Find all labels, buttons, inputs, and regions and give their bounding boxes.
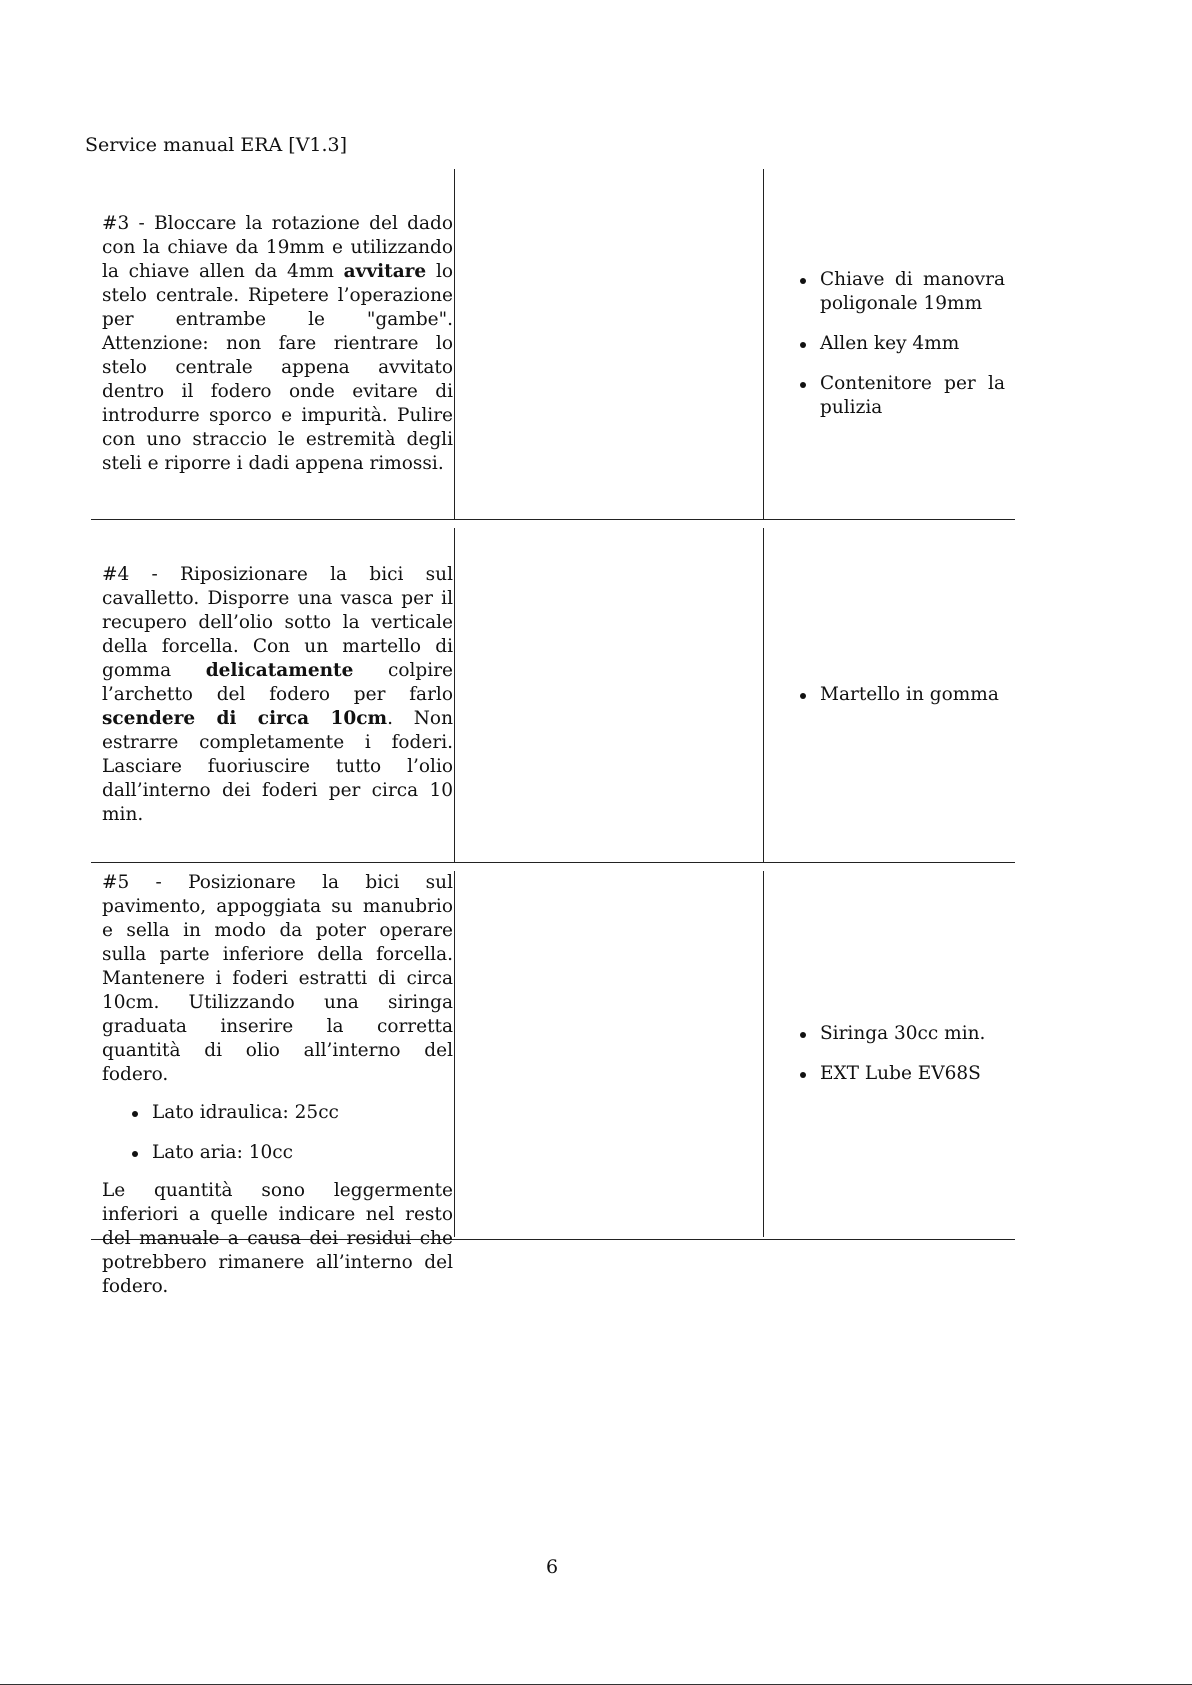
step-tools	[764, 169, 1015, 519]
step-image-cell	[455, 528, 763, 862]
tool-item: Siringa 30cc min.	[798, 1022, 1005, 1046]
page-header: Service manual ERA [V1.3]	[85, 134, 348, 156]
body-text: lo stelo centrale. Ripetere l’operazione per entrambe le "gambe". Attenzione: non fare rientrare lo stelo centrale appena avvitato dentro il fodero onde evitare di introdurre sporco e impurità. Pulire con uno straccio le estremità degli steli e riporre i dadi appena rimossi.	[102, 261, 453, 474]
oil-quantity-list	[102, 1101, 453, 1165]
tool-list	[764, 683, 1015, 707]
tool-item: Allen key 4mm	[798, 332, 1005, 356]
step-description	[102, 528, 453, 862]
body-text: colpire l’archetto del fodero per farlo	[102, 660, 453, 705]
tool-item: Contenitore per la pulizia	[798, 372, 1005, 420]
body-text: #4 - Riposizionare la bici sul cavalletto. Disporre una vasca per il recupero dell’olio sotto la verticale della forcella. Con un martello di gomma	[102, 564, 453, 681]
step-5-intro: #5 - Posizionare la bici sul pavimento, appoggiata su manubrio e sella in modo da poter operare sulla parte inferiore della forcella. Mantenere i foderi estratti di circa 10cm. Utilizzando una siringa graduata inserire la corretta quantità di olio all’interno del fodero.	[102, 872, 453, 1085]
tool-item: Martello in gomma	[798, 683, 1005, 707]
body-text: #3 - Bloccare la rotazione del dado con la chiave da 19mm e utilizzando la chiave allen da 4mm	[102, 213, 453, 282]
oil-quantity-item: Lato aria: 10cc	[130, 1141, 453, 1165]
step-image-cell	[455, 871, 763, 1237]
step-3-text	[102, 212, 453, 476]
tool-list	[764, 268, 1015, 420]
tool-item: EXT Lube EV68S	[798, 1062, 1005, 1086]
emphasis-text: delicatamente	[205, 660, 354, 681]
emphasis-text: scendere di circa 10cm	[102, 708, 388, 729]
step-image-cell	[455, 169, 763, 519]
step-tools	[764, 871, 1015, 1237]
step-5-text	[102, 871, 453, 1299]
oil-quantity-item: Lato idraulica: 25cc	[130, 1101, 453, 1125]
step-4-text	[102, 563, 453, 827]
step-row-5	[91, 871, 1015, 1297]
step-tools	[764, 528, 1015, 862]
step-row-3	[91, 169, 1015, 520]
emphasis-text: avvitare	[343, 261, 427, 282]
step-5-note: Le quantità sono leggermente inferiori a quelle indicare nel resto del manuale a causa dei residui che potrebbero rimanere all’interno del fodero.	[102, 1180, 453, 1297]
tool-list	[764, 1022, 1015, 1086]
page-number: 6	[545, 1556, 559, 1578]
step-description	[102, 871, 453, 1297]
step-description	[102, 169, 453, 519]
service-steps-table	[91, 169, 1015, 1297]
tool-item: Chiave di manovra poligonale 19mm	[798, 268, 1005, 316]
body-text: . Non estrarre completamente i foderi. Lasciare fuoriuscire tutto l’olio dall’interno dei foderi per circa 10 min.	[102, 708, 453, 825]
step-row-4	[91, 528, 1015, 863]
